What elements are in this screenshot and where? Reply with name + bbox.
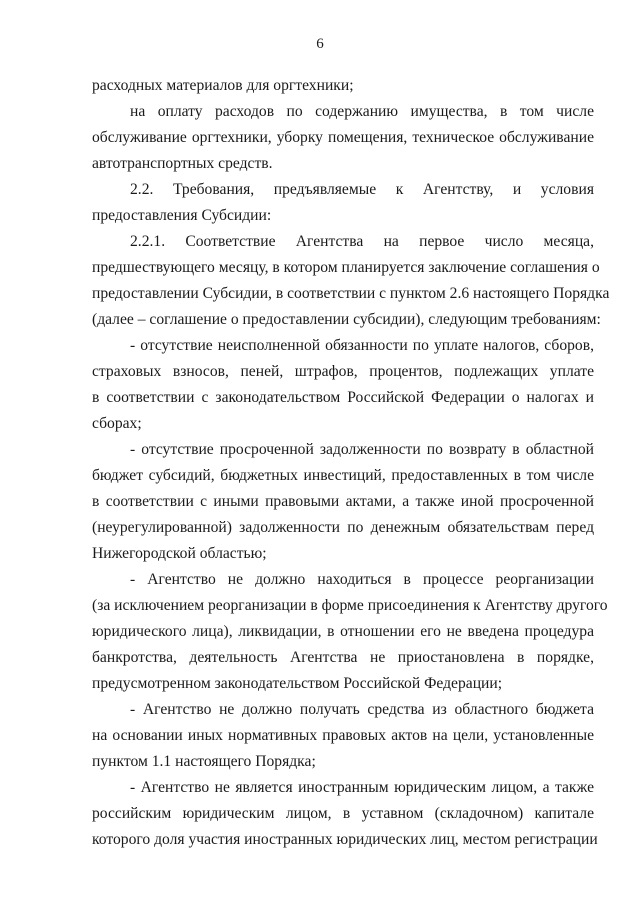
text-line: юридического лица), ликвидации, в отношении его не введена процедура: [92, 623, 594, 640]
text-line: расходных материалов для оргтехники;: [92, 77, 354, 94]
text-line: бюджет субсидий, бюджетных инвестиций, предоставленных в том числе: [92, 467, 594, 484]
text-line: (за исключением реорганизации в форме присоединения к Агентству другого: [92, 597, 608, 614]
text-line: сборах;: [92, 415, 142, 432]
text-line: российским юридическим лицом, в уставном (складочном) капитале: [92, 805, 594, 822]
text-line: предусмотренном законодательством Российской Федерации;: [92, 675, 503, 692]
text-line: на оплату расходов по содержанию имущества, в том числе: [130, 103, 594, 120]
text-line: (далее – соглашение о предоставлении субсидии), следующим требованиям:: [92, 311, 601, 328]
text-line: обслуживание оргтехники, уборку помещения, техническое обслуживание: [92, 129, 594, 146]
text-line: автотранспортных средств.: [92, 155, 273, 172]
text-line: предшествующего месяцу, в котором планируется заключение соглашения о: [92, 259, 600, 276]
text-line: - Агентство не должно получать средства из областного бюджета: [130, 701, 594, 718]
text-line: в соответствии с иными правовыми актами, а также иной просроченной: [92, 493, 594, 510]
page-number: 6: [316, 36, 324, 52]
text-line: - отсутствие неисполненной обязанности по уплате налогов, сборов,: [130, 337, 594, 354]
text-line: предоставлении Субсидии, в соответствии с пунктом 2.6 настоящего Порядка: [92, 285, 610, 302]
text-line: 2.2.1. Соответствие Агентства на первое число месяца,: [130, 233, 594, 250]
text-line: страховых взносов, пеней, штрафов, процентов, подлежащих уплате: [92, 363, 594, 380]
text-line: Нижегородской областью;: [92, 545, 267, 562]
text-line: пунктом 1.1 настоящего Порядка;: [92, 753, 316, 770]
text-line: - отсутствие просроченной задолженности по возврату в областной: [130, 441, 594, 458]
text-line: 2.2. Требования, предъявляемые к Агентству, и условия: [130, 181, 594, 198]
text-line: банкротства, деятельность Агентства не приостановлена в порядке,: [92, 649, 594, 666]
text-line: - Агентство не является иностранным юридическим лицом, а также: [130, 779, 594, 796]
text-line: на основании иных нормативных правовых актов на цели, установленные: [92, 727, 594, 744]
text-line: предоставления Субсидии:: [92, 207, 272, 224]
text-line: - Агентство не должно находиться в процессе реорганизации: [130, 571, 594, 588]
text-line: в соответствии с законодательством Российской Федерации о налогах и: [92, 389, 594, 406]
text-line: (неурегулированной) задолженности по денежным обязательствам перед: [92, 519, 594, 536]
text-line: которого доля участия иностранных юридических лиц, местом регистрации: [92, 831, 598, 848]
